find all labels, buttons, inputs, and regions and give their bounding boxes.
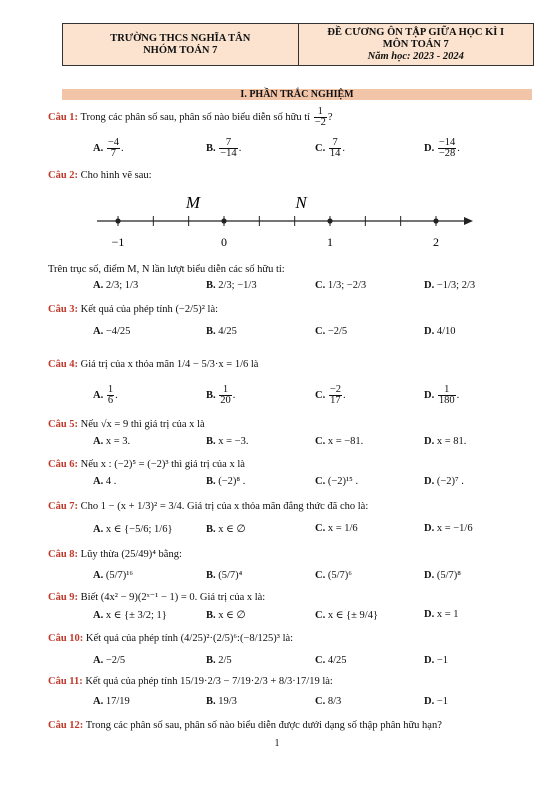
options-q8	[93, 570, 533, 584]
options-q11	[93, 696, 533, 710]
question-11: Câu 11: Kết quả của phép tính 15/19·2/3 − 7/19·2/3 + 8/3·17/19 là:	[48, 676, 333, 687]
option-d[interactable]: D. $\frac{1}{180}$ .	[424, 384, 460, 406]
integer-dot	[433, 218, 438, 223]
option-d[interactable]: D. −1	[424, 655, 449, 666]
question-text: Cho hình vẽ sau:	[80, 170, 152, 181]
question-7: Câu 7: Cho 1 − (x + 1/3)² = 3/4. Giá trị của x thỏa mãn đẳng thức đã cho là:	[48, 501, 369, 512]
question-5: Câu 5: Nếu √x = 9 thì giá trị của x là	[48, 419, 205, 430]
school-year: Năm học: 2023 - 2024	[367, 50, 464, 62]
question-2-prompt: Trên trục số, điểm M, N lần lượt biểu diễn các số hữu tỉ:	[48, 264, 285, 275]
integer-dot	[221, 218, 226, 223]
option-a[interactable]: A. $\frac{1}{6}$ .	[93, 384, 118, 406]
option-b[interactable]: B. (−2)⁸ .	[206, 476, 246, 487]
option-a[interactable]: A. −4/25	[93, 326, 131, 337]
option-b[interactable]: B. x ∈ ∅	[206, 524, 246, 535]
option-c[interactable]: C. −2/5	[315, 326, 348, 337]
option-b[interactable]: B. 2/3; −1/3	[206, 280, 257, 291]
option-a[interactable]: A. 4 .	[93, 476, 117, 487]
option-a[interactable]: A. x = 3.	[93, 436, 131, 447]
option-d[interactable]: D. (−2)⁷ .	[424, 476, 464, 487]
option-d[interactable]: D. (5/7)⁸	[424, 570, 461, 581]
point-n-label: N	[295, 193, 307, 212]
arrow-head-icon	[464, 217, 473, 225]
number-line-figure	[95, 188, 475, 250]
question-12: Câu 12: Trong các phân số sau, phân số nào biểu diễn được dưới dạng số thập phân hữu hạn?	[48, 720, 442, 731]
options-q2	[93, 280, 533, 294]
option-b[interactable]: B. $\frac{7}{-14}$ .	[206, 137, 242, 159]
question-1: Câu 1: Trong các phân số sau, phân số nào biểu diễn số hữu tỉ $\frac{1}{-2}$ ?	[48, 106, 333, 128]
question-4: Câu 4: Giá trị của x thỏa mãn 1/4 − 5/3·x = 1/6 là	[48, 359, 259, 370]
question-6: Câu 6: Nếu x : (−2)⁵ = (−2)³ thì giá trị của x là	[48, 459, 245, 470]
option-c[interactable]: C. 8/3	[315, 696, 342, 707]
option-d[interactable]: D. $\frac{-14}{-28}$ .	[424, 137, 460, 159]
tick-label-1: 1	[327, 235, 333, 249]
question-label: Câu 1:	[48, 111, 79, 123]
option-b[interactable]: B. 19/3	[206, 696, 237, 707]
question-text: Trong các phân số sau, phân số nào biểu diễn số hữu tỉ	[80, 111, 311, 123]
document-header	[62, 23, 534, 66]
integer-dot	[327, 218, 332, 223]
option-c[interactable]: C. 4/25	[315, 655, 347, 666]
option-d[interactable]: D. 4/10	[424, 326, 456, 337]
option-c[interactable]: C. $\frac{-2}{17}$ .	[315, 384, 346, 406]
question-10: Câu 10: Kết quả của phép tính (4/25)²·(2/5)⁶:(−8/125)³ là:	[48, 633, 294, 644]
point-m-label: M	[185, 193, 201, 212]
options-q5	[93, 436, 533, 450]
option-a[interactable]: A. (5/7)¹⁶	[93, 570, 134, 581]
school-info	[63, 24, 298, 65]
question-label: Câu 2:	[48, 170, 79, 181]
option-d[interactable]: D. x = 81.	[424, 436, 467, 447]
option-a[interactable]: A. −2/5	[93, 655, 126, 666]
options-q6	[93, 476, 533, 490]
options-q3	[93, 326, 533, 340]
option-d[interactable]: D. x = 1	[424, 609, 459, 620]
option-b[interactable]: B. x ∈ ∅	[206, 610, 246, 621]
question-9: Câu 9: Biết (4x² − 9)(2ˣ⁻¹ − 1) = 0. Giá trị của x là:	[48, 592, 266, 603]
option-c[interactable]: C. x ∈ {± 9/4}	[315, 610, 379, 621]
exam-title: ĐỀ CƯƠNG ÔN TẬP GIỮA HỌC KÌ I	[327, 26, 505, 38]
options-q4	[93, 384, 533, 406]
option-b[interactable]: B. 4/25	[206, 326, 237, 337]
option-c[interactable]: C. (−2)¹⁵ .	[315, 476, 359, 487]
group-name: NHÓM TOÁN 7	[143, 44, 218, 56]
option-d[interactable]: D. x = −1/6	[424, 523, 473, 534]
subject: MÔN TOÁN 7	[382, 38, 449, 50]
option-c[interactable]: C. x = −81.	[315, 436, 364, 447]
options-q9	[93, 609, 533, 623]
options-q10	[93, 655, 533, 669]
option-c[interactable]: C. 1/3; −2/3	[315, 280, 367, 291]
section-title: I. PHẦN TRẮC NGHIỆM	[62, 89, 532, 100]
question-3: Câu 3: Kết quả của phép tính (−2/5)² là:	[48, 304, 219, 315]
tick-label-2: 2	[433, 235, 439, 249]
integer-dot	[115, 218, 120, 223]
options-q1	[93, 137, 533, 159]
option-b[interactable]: B. $\frac{1}{20}$ .	[206, 384, 236, 406]
option-b[interactable]: B. 2/5	[206, 655, 232, 666]
tick-label-neg1: −1	[111, 235, 125, 249]
option-a[interactable]: A. x ∈ {± 3/2; 1}	[93, 610, 167, 621]
option-d[interactable]: D. −1	[424, 696, 449, 707]
tick-label-0: 0	[221, 235, 227, 249]
option-d[interactable]: D. −1/3; 2/3	[424, 280, 476, 291]
exam-info	[298, 24, 534, 65]
page-number: 1	[274, 738, 280, 749]
option-a[interactable]: A. 2/3; 1/3	[93, 280, 139, 291]
options-q7	[93, 523, 533, 537]
option-a[interactable]: A. 17/19	[93, 696, 130, 707]
option-b[interactable]: B. (5/7)⁴	[206, 570, 243, 581]
option-a[interactable]: A. x ∈ {−5/6; 1/6}	[93, 524, 173, 535]
question-2	[48, 170, 152, 181]
option-c[interactable]: C. x = 1/6	[315, 523, 358, 534]
school-name: TRƯỜNG THCS NGHĨA TÂN	[110, 32, 251, 44]
option-c[interactable]: C. (5/7)⁶	[315, 570, 352, 581]
option-b[interactable]: B. x = −3.	[206, 436, 249, 447]
fraction: $\frac{1}{-2}$	[314, 106, 326, 128]
question-8: Câu 8: Lũy thừa (25/49)⁴ bằng:	[48, 549, 182, 560]
option-c[interactable]: C. $\frac{7}{14}$ .	[315, 137, 345, 159]
option-a[interactable]: A. $\frac{-4}{7}$ .	[93, 137, 124, 159]
